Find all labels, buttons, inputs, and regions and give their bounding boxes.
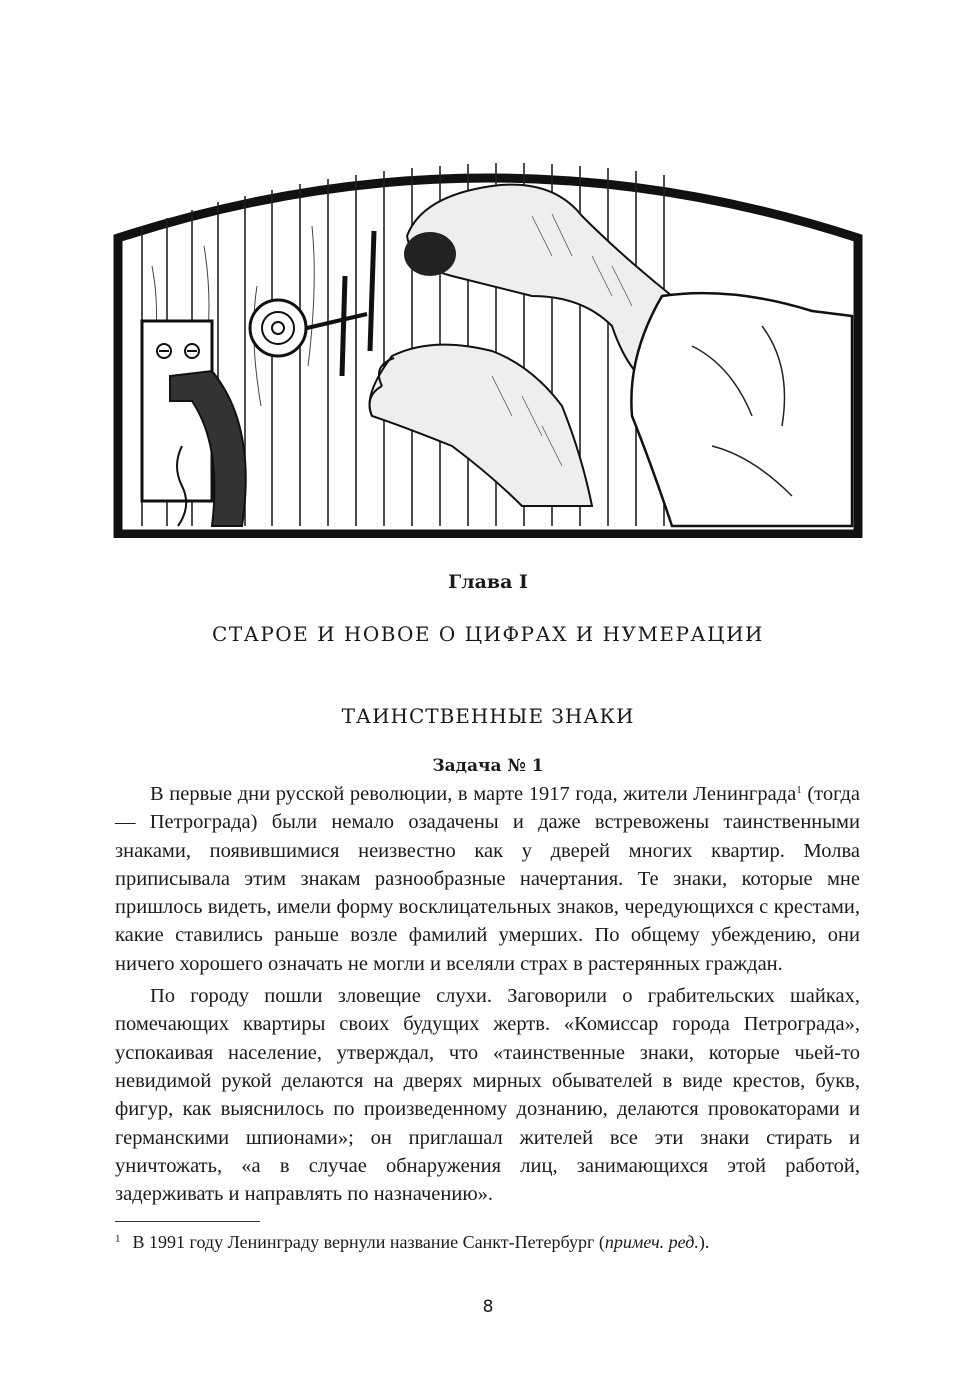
footnote-divider <box>115 1221 260 1222</box>
paragraph-1 <box>115 780 860 978</box>
door-hands-drawing <box>112 146 864 538</box>
problem-title: Задача № 1 <box>432 756 544 776</box>
footnote-number: 1 <box>115 1233 121 1245</box>
chapter-label: Глава I <box>448 571 528 593</box>
page-number: 8 <box>482 1297 494 1317</box>
section-title: ТАИНСТВЕННЫЕ ЗНАКИ <box>341 704 635 728</box>
body-text <box>115 780 860 1212</box>
footnote-text: В 1991 году Ленинграду вернули название Санкт-Петербург ( <box>132 1232 605 1252</box>
paragraph-2: По городу пошли зловещие слухи. Заговорили о грабительских шайках, помечающих квартиры своих будущих жертв. «Комиссар города Петрограда», успокаивая население, утверждал, что «таинственные знаки, которые чьей-то невидимой рукой делаются на дверях мирных обывателей в виде крестов, букв, фигур, как выяснилось по произведенному дознанию, делаются провокаторами и германскими шпионами»; он приглашал жителей все эти знаки стирать и уничтожать, «а в случае обнаружения лиц, занимающихся этой работой, задерживать и направлять по назначению». <box>115 985 860 1206</box>
chapter-illustration <box>112 146 864 538</box>
footnote-tail: ). <box>698 1232 710 1252</box>
chapter-title: СТАРОЕ И НОВОЕ О ЦИФРАХ И НУМЕРАЦИИ <box>212 622 764 646</box>
paragraph-1-text-b: (тогда — Петрограда) были немало озадачены и даже встревожены таинственными знаками, появившимися неизвестно как у дверей многих квартир. Молва приписывала этим знакам разнообразные начертания. Те знаки, которые мне пришлось видеть, имели форму восклицательных знаков, чередующихся с крестами, какие ставились раньше возле фамилий умерших. По общему убеждению, они ничего хорошего означать не могли и вселяли страх в растерянных граждан. <box>115 783 860 975</box>
footnote <box>115 1230 860 1254</box>
paragraph-1-text-a: В первые дни русской революции, в марте 1917 года, жители Ленинграда <box>150 783 797 805</box>
footnote-ref: 1 <box>796 784 802 796</box>
footnote-italic: примеч. ред. <box>604 1232 699 1252</box>
